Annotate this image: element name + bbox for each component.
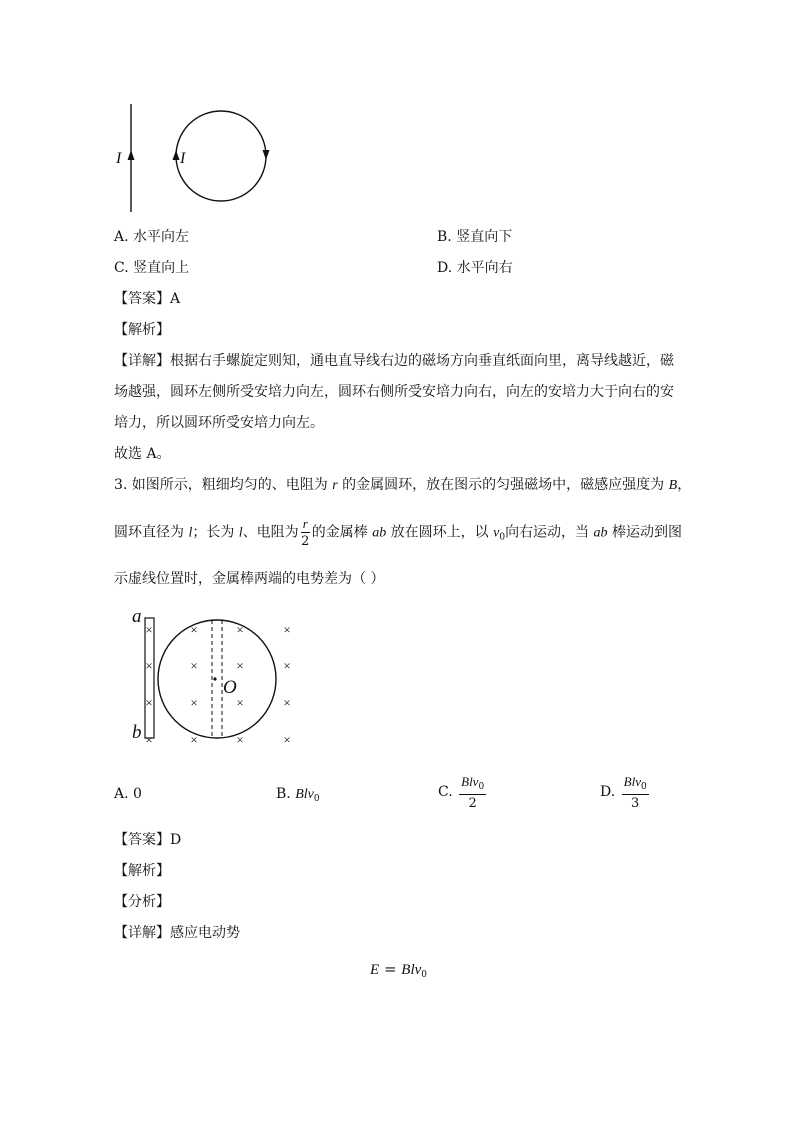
detail-tag: 【详解】: [114, 353, 170, 369]
svg-text:×: ×: [236, 622, 244, 637]
q2-conclusion: 故选 A。: [114, 446, 171, 462]
wire-current-label: I: [116, 150, 122, 167]
svg-text:×: ×: [190, 658, 198, 673]
q2-option-c: C. 竖直向上: [114, 260, 190, 276]
q3-option-b: B. Blv$_0$: [276, 786, 320, 804]
svg-text:×: ×: [283, 658, 291, 673]
q3-stem-line2: 圆环直径为 l；长为 l、电阻为 $\frac{r}{2}$ 的金属棒 ab 放在圆环上，以 $v_0$向右运动，当 ab 棒运动到图: [114, 516, 682, 549]
svg-text:×: ×: [190, 732, 198, 747]
q2-detail-line2: 场越强，圆环左侧所受安培力向左，圆环右侧所受安培力向右，向左的安培力大于向右的安: [114, 384, 674, 400]
ring-field-figure: [128, 604, 308, 750]
svg-text:×: ×: [190, 695, 198, 710]
q3-stem-line3: 示虚线位置时，金属棒两端的电势差为（ ）: [114, 571, 385, 587]
svg-text:×: ×: [145, 622, 153, 637]
q2-answer: [114, 289, 180, 309]
detail-text: 根据右手螺旋定则知，通电直导线右边的磁场方向垂直纸面向里，离导线越近，磁: [170, 353, 674, 369]
q3-stem-line1: 3. 如图所示，粗细均匀的、电阻为 r 的金属圆环，放在图示的匀强磁场中，磁感应强度为 B，: [114, 477, 692, 493]
wire-loop-figure: [110, 100, 280, 218]
svg-text:×: ×: [145, 732, 153, 747]
answer-tag: 【答案】: [114, 291, 170, 307]
answer-value: A: [170, 291, 181, 307]
q2-option-a: A. 水平向左: [114, 229, 190, 245]
q3-answer: 【答案】D: [114, 832, 182, 848]
q3-analysis2-tag: 【分析】: [114, 894, 170, 910]
center-dot: [213, 677, 216, 680]
q3-analysis-tag: 【解析】: [114, 863, 170, 879]
q2-detail-line3: 培力，所以圆环所受安培力向左。: [114, 415, 324, 431]
resistance-fraction: $\frac{r}{2}$: [301, 516, 310, 549]
loop-arrow-left: [173, 150, 180, 160]
q3-option-d: D. $\frac{Blv_0}{3}$: [600, 773, 647, 811]
svg-text:×: ×: [283, 622, 291, 637]
q2-analysis-tag: 【解析】: [114, 322, 170, 338]
svg-text:×: ×: [283, 732, 291, 747]
q3-option-a: A. 0: [114, 786, 142, 802]
label-b: b: [132, 722, 142, 743]
q2-detail-line1: [114, 351, 674, 371]
label-o: O: [223, 677, 237, 698]
wire-current-arrow: [128, 150, 135, 160]
svg-text:×: ×: [145, 695, 153, 710]
q2-option-b: B. 竖直向下: [437, 229, 513, 245]
svg-text:×: ×: [236, 658, 244, 673]
q3-option-c: C. $\frac{Blv_0}{2}$: [438, 773, 485, 811]
q2-option-d: D. 水平向右: [437, 260, 513, 276]
label-a: a: [132, 606, 142, 627]
svg-text:×: ×: [236, 732, 244, 747]
circular-loop: [176, 111, 266, 201]
metal-ring: [158, 620, 276, 738]
magnetic-field-marks: [145, 622, 290, 747]
svg-text:×: ×: [236, 695, 244, 710]
loop-current-label: I: [180, 150, 186, 167]
equation-emf: E = Blv$_0$: [370, 960, 428, 980]
svg-text:×: ×: [283, 695, 291, 710]
svg-text:×: ×: [190, 622, 198, 637]
q3-detail: 【详解】感应电动势: [114, 925, 240, 941]
svg-text:×: ×: [145, 658, 153, 673]
loop-arrow-right: [263, 150, 270, 160]
